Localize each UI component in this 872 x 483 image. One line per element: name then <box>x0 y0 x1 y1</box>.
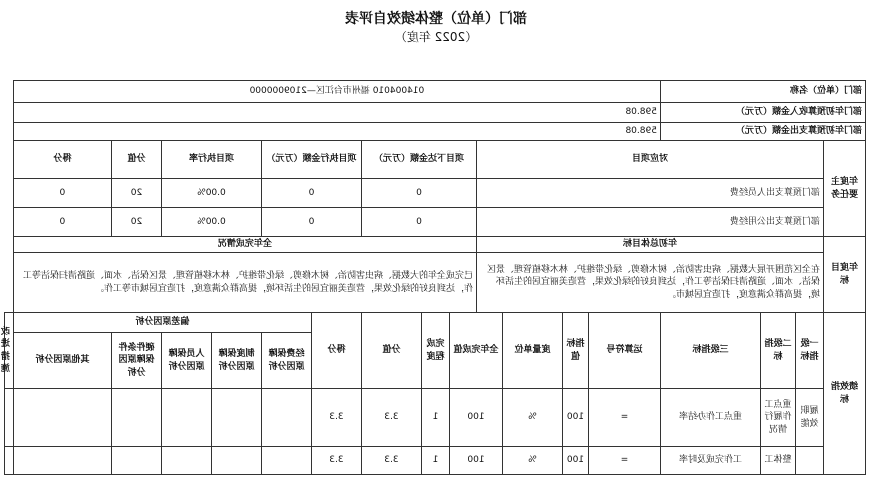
ind-actual: 100 <box>449 447 502 475</box>
expense-value: 598.08 <box>13 123 660 141</box>
task-funds: 0 <box>361 208 476 237</box>
task-exec-rate: 0.00% <box>161 179 261 208</box>
overall-goal-text: 在全区范围开展大数据、病虫害防治、树木修剪、绿化带维护、林木移植管理、景区保洁、水面、道路清扫保洁等工作，达到良好的绿化效果，营造美丽宜居的生活环境，提高群众满意度，打造宜居城市。 <box>476 253 823 313</box>
ind-dev-staff <box>161 389 211 447</box>
income-value: 598.08 <box>13 103 660 123</box>
header-target: 指标值 <box>562 313 588 389</box>
header-operator: 运算符号 <box>588 313 660 389</box>
ind-dev-system <box>211 389 261 447</box>
tasks-header-exec-rate: 项目执行率 <box>161 141 261 179</box>
task-exec-funds: 0 <box>261 208 361 237</box>
goals-section-label: 年度目标 <box>824 237 866 313</box>
header-dev-hardware: 硬件条件保障原因分析 <box>111 333 161 389</box>
ind-dev-staff <box>161 447 211 475</box>
ind-unit: % <box>502 447 562 475</box>
ind-level3: 工作完成及时率 <box>660 447 760 475</box>
dept-label: 部门（单位）名称 <box>660 81 865 103</box>
task-project: 部门预算支出公用经费 <box>476 208 823 237</box>
header-deviation: 偏差原因分析 <box>13 313 311 333</box>
ind-dev-fund <box>261 389 311 447</box>
ind-level1: 履职效能 <box>796 389 824 447</box>
ind-dev-hardware <box>111 447 161 475</box>
table-row <box>5 179 866 208</box>
task-score: 0 <box>13 208 111 237</box>
evaluation-table <box>0 80 866 475</box>
expense-row <box>5 123 866 141</box>
ind-dev-system <box>211 447 261 475</box>
task-project: 部门预算支出人员经费 <box>476 179 823 208</box>
expense-label: 部门年初预算支出金额（万元） <box>660 123 865 141</box>
header-dev-system: 制度保障原因分析 <box>211 333 261 389</box>
ind-level2: 重点工作履行情况 <box>761 389 796 447</box>
ind-completion: 1 <box>421 389 449 447</box>
task-funds: 0 <box>361 179 476 208</box>
task-exec-funds: 0 <box>261 179 361 208</box>
tasks-header-row <box>5 141 866 179</box>
header-actual: 全年完成值 <box>449 313 502 389</box>
ind-weight: 3.3 <box>361 389 421 447</box>
header-dev-staff: 人员保障原因分析 <box>161 333 211 389</box>
ind-completion: 1 <box>421 447 449 475</box>
header-level2: 二级指标 <box>761 313 796 389</box>
ind-target: 100 <box>562 389 588 447</box>
ind-weight: 3.3 <box>361 447 421 475</box>
dept-row <box>5 81 866 103</box>
header-score: 得分 <box>311 313 361 389</box>
page-subtitle: （2022 年度） <box>394 30 478 44</box>
completion-text: 已完成全年的大数据、病虫害防治、树木修剪、绿化带维护、林木移植管理、景区保洁、水面、道路清扫保洁等工作，达到良好的绿化效果，营造美丽宜居的生活环境，提高群众满意度，打造宜居城市等工作。 <box>13 253 476 313</box>
ind-dev-other <box>13 447 111 475</box>
ind-improve <box>5 389 14 447</box>
page-title: 部门（单位）整体绩效自评表 <box>345 11 527 27</box>
goals-header-row <box>5 237 866 253</box>
header-completion: 完成程度 <box>421 313 449 389</box>
ind-level2: 整体工 <box>761 447 796 475</box>
ind-level3: 重点工作办结率 <box>660 389 760 447</box>
completion-label: 全年完成情况 <box>13 237 476 253</box>
header-level3: 三级指标 <box>660 313 760 389</box>
task-weight: 20 <box>111 208 161 237</box>
dept-value: 014004010 福州市台江区—2109000000 <box>13 81 660 103</box>
ind-score: 3.3 <box>311 447 361 475</box>
income-label: 部门年初预算收入金额（万元） <box>660 103 865 123</box>
tasks-header-score: 得分 <box>13 141 111 179</box>
indicators-section-label: 绩效指标 <box>824 313 866 475</box>
ind-operator: = <box>588 447 660 475</box>
income-row <box>5 103 866 123</box>
table-row <box>5 447 866 475</box>
header-improve: 改进措施 <box>5 313 14 389</box>
task-exec-rate: 0.00% <box>161 208 261 237</box>
ind-score: 3.3 <box>311 389 361 447</box>
tasks-header-funds: 项目下达金额（万元） <box>361 141 476 179</box>
header-unit: 度量单位 <box>502 313 562 389</box>
ind-dev-fund <box>261 447 311 475</box>
table-row <box>5 208 866 237</box>
goals-text-row <box>5 253 866 313</box>
ind-target: 100 <box>562 447 588 475</box>
header-weight: 分值 <box>361 313 421 389</box>
table-row <box>5 389 866 447</box>
ind-improve <box>5 447 14 475</box>
tasks-header-exec-funds: 项目执行金额（万元） <box>261 141 361 179</box>
ind-actual: 100 <box>449 389 502 447</box>
header-dev-fund: 经费保障原因分析 <box>261 333 311 389</box>
tasks-header-weight: 分值 <box>111 141 161 179</box>
task-score: 0 <box>13 179 111 208</box>
tasks-header-project: 对应项目 <box>476 141 823 179</box>
ind-unit: % <box>502 389 562 447</box>
task-weight: 20 <box>111 179 161 208</box>
ind-dev-hardware <box>111 389 161 447</box>
tasks-section-label: 年度主要任务 <box>824 141 866 237</box>
ind-operator: = <box>588 389 660 447</box>
overall-goal-label: 年初总体目标 <box>476 237 823 253</box>
ind-level1 <box>796 447 824 475</box>
ind-dev-other <box>13 389 111 447</box>
header-level1: 一级指标 <box>796 313 824 389</box>
header-dev-other: 其他原因分析 <box>13 333 111 389</box>
indicator-header-row <box>5 313 866 333</box>
